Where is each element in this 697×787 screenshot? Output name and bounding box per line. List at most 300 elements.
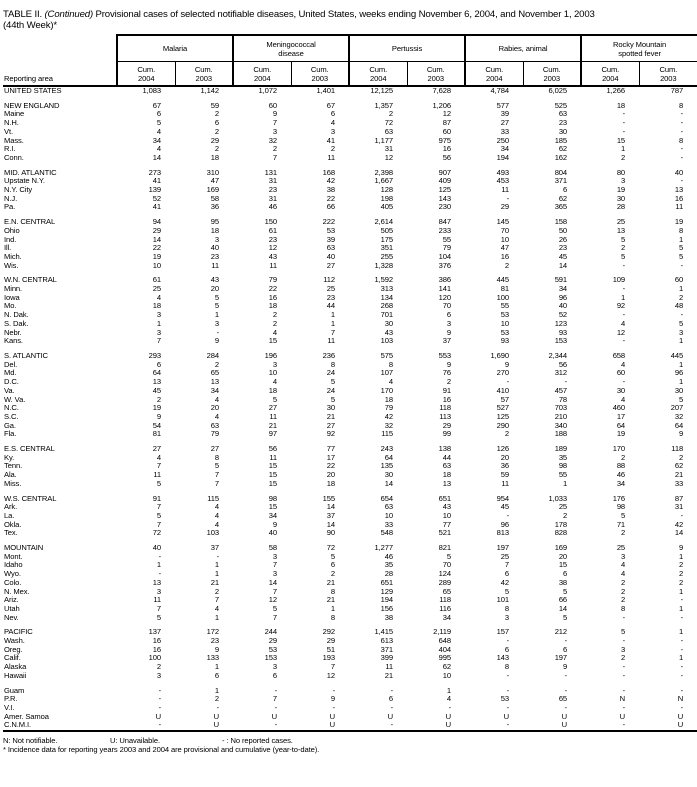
table-row xyxy=(3,570,697,579)
value-cell: 77 xyxy=(442,520,452,529)
value-cell: 29 xyxy=(326,637,336,646)
value-cell: 63 xyxy=(210,421,220,430)
value-cell: 118 xyxy=(671,444,684,454)
value-cell: - xyxy=(680,671,684,680)
value-cell: 4 xyxy=(620,570,626,579)
value-cell: N xyxy=(619,695,626,704)
value-cell: 1,328 xyxy=(374,261,394,270)
table-row xyxy=(3,422,697,431)
group-rabies-animal: Rabies, animal xyxy=(465,35,581,62)
value-cell: 113 xyxy=(439,412,452,421)
value-cell: - xyxy=(506,721,510,730)
value-cell: 1 xyxy=(446,685,452,695)
value-cell: - xyxy=(622,663,626,672)
value-cell: 25 xyxy=(152,285,161,294)
value-cell: 1 xyxy=(678,587,684,596)
value-cell: 5 xyxy=(330,378,336,387)
value-cell: 410 xyxy=(496,386,510,395)
reporting-area-cell: Vt. xyxy=(4,127,13,136)
value-cell: 53 xyxy=(326,226,336,235)
value-cell: 8 xyxy=(388,360,394,369)
value-cell: 43 xyxy=(442,503,452,512)
value-cell: 1 xyxy=(330,604,336,613)
value-cell: 30 xyxy=(616,194,626,203)
value-cell: 42 xyxy=(674,520,684,529)
value-cell: 18 xyxy=(152,302,161,311)
value-cell: 126 xyxy=(496,444,510,454)
value-cell: 292 xyxy=(322,627,336,637)
value-cell: 158 xyxy=(554,217,568,227)
value-cell: 17 xyxy=(326,453,336,462)
reporting-area-cell: Ark. xyxy=(4,503,18,512)
value-cell: 10 xyxy=(384,511,394,520)
value-cell: 34 xyxy=(442,613,452,622)
reporting-area-cell: Nebr. xyxy=(4,328,22,337)
value-cell: 98 xyxy=(558,462,568,471)
value-cell: 66 xyxy=(558,596,568,605)
value-cell: 55 xyxy=(558,471,568,480)
reporting-area-cell: S.C. xyxy=(4,412,19,421)
value-cell: 4 xyxy=(330,119,336,128)
value-cell: 77 xyxy=(326,444,336,454)
value-cell: - xyxy=(680,596,684,605)
col-pertussis-cum-2003: Cum. 2003 xyxy=(407,62,465,87)
value-cell: 61 xyxy=(268,226,278,235)
value-cell: 1,072 xyxy=(258,86,278,95)
value-cell: 35 xyxy=(558,453,568,462)
value-cell: 4,784 xyxy=(490,86,510,95)
value-cell: 371 xyxy=(554,177,568,186)
value-cell: 651 xyxy=(380,578,394,587)
value-cell: U xyxy=(445,712,452,721)
value-cell: U xyxy=(329,712,336,721)
value-cell: 1 xyxy=(214,685,220,695)
table-row xyxy=(3,663,697,672)
value-cell: 409 xyxy=(438,177,452,186)
value-cell: 2 xyxy=(214,127,220,136)
value-cell: 64 xyxy=(384,453,394,462)
value-cell: 7,628 xyxy=(432,86,452,95)
value-cell: 1,266 xyxy=(606,86,626,95)
value-cell: - xyxy=(216,328,220,337)
value-cell: - xyxy=(622,613,626,622)
value-cell: 43 xyxy=(384,328,394,337)
value-cell: 212 xyxy=(554,627,568,637)
value-cell: 70 xyxy=(442,302,452,311)
value-cell: 289 xyxy=(438,578,452,587)
value-cell: 2 xyxy=(620,654,626,663)
table-row xyxy=(3,96,697,111)
table-row xyxy=(3,236,697,245)
value-cell: - xyxy=(680,663,684,672)
value-cell: 2 xyxy=(330,570,336,579)
value-cell: - xyxy=(680,311,684,320)
value-cell: U xyxy=(677,721,684,730)
col-meningococcal-cum-2004: Cum. 2004 xyxy=(233,62,291,87)
reporting-area-cell: N.H. xyxy=(4,119,19,128)
table-row xyxy=(3,302,697,311)
value-cell: 47 xyxy=(210,177,220,186)
group-pertussis: Pertussis xyxy=(349,35,465,62)
value-cell: 12 xyxy=(268,244,278,253)
value-cell: 270 xyxy=(496,369,510,378)
value-cell: 153 xyxy=(264,654,278,663)
value-cell: 18 xyxy=(210,153,220,162)
reporting-area-cell: Tenn. xyxy=(4,462,23,471)
value-cell: 821 xyxy=(438,543,452,553)
value-cell: 11 xyxy=(269,412,278,421)
value-cell: 371 xyxy=(380,645,394,654)
value-cell: 5 xyxy=(562,587,568,596)
value-cell: 22 xyxy=(152,244,161,253)
value-cell: 143 xyxy=(496,654,510,663)
value-cell: 3 xyxy=(678,328,684,337)
value-cell: 5 xyxy=(678,252,684,261)
value-cell: 31 xyxy=(674,503,684,512)
value-cell: 2 xyxy=(562,511,568,520)
value-cell: 44 xyxy=(442,453,452,462)
value-cell: 2 xyxy=(214,110,220,119)
table-row xyxy=(3,605,697,614)
reporting-area-cell: MOUNTAIN xyxy=(4,543,44,553)
value-cell: - xyxy=(390,685,394,695)
value-cell: 14 xyxy=(152,235,161,244)
value-cell: 53 xyxy=(268,645,278,654)
reporting-area-cell: Mo. xyxy=(4,302,17,311)
table-row xyxy=(3,329,697,338)
table-row xyxy=(3,413,697,422)
table-row xyxy=(3,186,697,195)
value-cell: 4 xyxy=(620,319,626,328)
value-cell: 1 xyxy=(156,319,161,328)
value-cell: 244 xyxy=(264,627,278,637)
value-cell: 10 xyxy=(442,671,452,680)
value-cell: 50 xyxy=(558,226,568,235)
value-cell: 6 xyxy=(446,311,452,320)
value-cell: 2 xyxy=(620,453,626,462)
value-cell: 7 xyxy=(272,695,278,704)
value-cell: 445 xyxy=(670,350,684,360)
value-cell: - xyxy=(506,704,510,712)
reporting-area-cell: Maine xyxy=(4,110,25,119)
value-cell: 12 xyxy=(384,153,394,162)
value-cell: - xyxy=(506,637,510,646)
value-cell: 37 xyxy=(326,511,336,520)
value-cell: 7 xyxy=(156,520,161,529)
value-cell: 24 xyxy=(326,369,336,378)
col-rmsf-cum-2003: Cum. 2003 xyxy=(639,62,697,87)
value-cell: 63 xyxy=(384,127,394,136)
value-cell: 8 xyxy=(678,136,684,145)
value-cell: 18 xyxy=(268,302,278,311)
value-cell: 8 xyxy=(678,226,684,235)
value-cell: 23 xyxy=(558,119,568,128)
value-cell: 43 xyxy=(268,252,278,261)
value-cell: 2 xyxy=(620,244,626,253)
table-row xyxy=(3,588,697,597)
value-cell: 5 xyxy=(214,302,220,311)
table-row xyxy=(3,119,697,128)
value-cell: - xyxy=(680,685,684,695)
table-row xyxy=(3,654,697,663)
reporting-area-cell: N.C. xyxy=(4,404,19,413)
value-cell: 3 xyxy=(620,645,626,654)
value-cell: 20 xyxy=(326,471,336,480)
value-cell: 9 xyxy=(214,645,220,654)
value-cell: - xyxy=(390,721,394,730)
value-cell: 34 xyxy=(616,479,626,488)
value-cell: 4 xyxy=(214,395,220,404)
value-cell: 42 xyxy=(384,412,394,421)
value-cell: 4 xyxy=(156,293,161,302)
value-cell: 222 xyxy=(322,217,336,227)
value-cell: 22 xyxy=(326,462,336,471)
value-cell: 658 xyxy=(612,350,626,360)
value-cell: 8 xyxy=(678,100,684,110)
value-cell: 23 xyxy=(268,186,278,195)
table-row xyxy=(3,378,697,387)
table-row xyxy=(3,346,697,361)
value-cell: - xyxy=(622,704,626,712)
value-cell: 30 xyxy=(326,404,336,413)
value-cell: 907 xyxy=(438,167,452,177)
value-cell: 1,206 xyxy=(432,100,452,110)
value-cell: 575 xyxy=(380,350,394,360)
table-row xyxy=(3,512,697,521)
reporting-area-cell: S. Dak. xyxy=(4,319,29,328)
value-cell: 207 xyxy=(670,404,684,413)
table-row xyxy=(3,622,697,637)
value-cell: 5 xyxy=(678,395,684,404)
value-cell: 56 xyxy=(442,153,452,162)
value-cell: N xyxy=(677,695,684,704)
value-cell: 53 xyxy=(500,311,510,320)
value-cell: 96 xyxy=(558,293,568,302)
value-cell: - xyxy=(622,285,626,294)
table-row xyxy=(3,320,697,329)
value-cell: 5 xyxy=(214,462,220,471)
table-row xyxy=(3,721,697,731)
reporting-area-cell: Ga. xyxy=(4,421,16,430)
value-cell: 3 xyxy=(272,127,278,136)
value-cell: 98 xyxy=(268,493,278,503)
value-cell: 42 xyxy=(500,578,510,587)
value-cell: 340 xyxy=(554,421,568,430)
value-cell: 156 xyxy=(380,604,394,613)
value-cell: 4 xyxy=(620,360,626,369)
value-cell: 2 xyxy=(620,587,626,596)
value-cell: 20 xyxy=(500,453,510,462)
value-cell: 79 xyxy=(210,430,220,439)
value-cell: 1 xyxy=(214,613,220,622)
value-cell: 525 xyxy=(554,100,568,110)
value-cell: 70 xyxy=(500,226,510,235)
value-cell: - xyxy=(332,704,336,712)
value-cell: 4 xyxy=(620,395,626,404)
reporting-area-header: Reporting area xyxy=(3,62,117,87)
value-cell: 91 xyxy=(152,493,161,503)
value-cell: 16 xyxy=(500,252,510,261)
value-cell: 15 xyxy=(616,136,626,145)
value-cell: 7 xyxy=(272,587,278,596)
value-cell: 62 xyxy=(674,462,684,471)
reporting-area-cell: S. ATLANTIC xyxy=(4,350,48,360)
value-cell: 1 xyxy=(678,627,684,637)
value-cell: 8 xyxy=(330,360,336,369)
value-cell: 19 xyxy=(616,186,626,195)
table-row xyxy=(3,369,697,378)
value-cell: 67 xyxy=(152,100,161,110)
table-row xyxy=(3,614,697,623)
value-cell: - xyxy=(274,721,278,730)
col-pertussis-cum-2004: Cum. 2004 xyxy=(349,62,407,87)
value-cell: 64 xyxy=(674,421,684,430)
value-cell: 9 xyxy=(214,337,220,346)
value-cell: 62 xyxy=(442,663,452,672)
value-cell: 96 xyxy=(500,520,510,529)
reporting-area-cell: Minn. xyxy=(4,285,23,294)
value-cell: 651 xyxy=(438,493,452,503)
value-cell: 2 xyxy=(678,293,684,302)
reporting-area-cell: Utah xyxy=(4,604,20,613)
value-cell: - xyxy=(622,311,626,320)
value-cell: 35 xyxy=(384,561,394,570)
value-cell: 145 xyxy=(496,217,510,227)
value-cell: 196 xyxy=(264,350,278,360)
value-cell: 28 xyxy=(616,203,626,212)
value-cell: 2 xyxy=(272,145,278,154)
value-cell: 243 xyxy=(380,444,394,454)
value-cell: 197 xyxy=(496,543,510,553)
value-cell: 4 xyxy=(156,145,161,154)
value-cell: U xyxy=(619,712,626,721)
value-cell: 9 xyxy=(446,360,452,369)
value-cell: 3 xyxy=(214,319,220,328)
value-cell: 55 xyxy=(500,302,510,311)
value-cell: 19 xyxy=(152,252,161,261)
table-row xyxy=(3,529,697,538)
value-cell: 31 xyxy=(268,194,278,203)
value-cell: 2 xyxy=(272,319,278,328)
value-cell: 92 xyxy=(616,302,626,311)
value-cell: 14 xyxy=(326,503,336,512)
value-cell: 37 xyxy=(442,337,452,346)
value-cell: 1,401 xyxy=(316,86,336,95)
value-cell: - xyxy=(506,194,510,203)
value-cell: 72 xyxy=(152,529,161,538)
value-cell: 42 xyxy=(326,177,336,186)
value-cell: 58 xyxy=(268,543,278,553)
table-row xyxy=(3,704,697,713)
value-cell: 97 xyxy=(268,430,278,439)
value-cell: 34 xyxy=(500,145,510,154)
value-cell: - xyxy=(680,110,684,119)
reporting-area-cell: Wis. xyxy=(4,261,19,270)
value-cell: 1,083 xyxy=(142,86,161,95)
value-cell: 4 xyxy=(272,328,278,337)
value-cell: 25 xyxy=(616,217,626,227)
value-cell: 701 xyxy=(380,311,394,320)
value-cell: 59 xyxy=(210,100,220,110)
value-cell: 79 xyxy=(442,244,452,253)
value-cell: 527 xyxy=(496,404,510,413)
value-cell: 7 xyxy=(156,337,161,346)
value-cell: 66 xyxy=(326,203,336,212)
reporting-area-cell: W.S. CENTRAL xyxy=(4,493,57,503)
value-cell: 290 xyxy=(496,421,510,430)
value-cell: 63 xyxy=(558,110,568,119)
value-cell: 40 xyxy=(558,302,568,311)
value-cell: 34 xyxy=(210,386,220,395)
value-cell: - xyxy=(564,671,568,680)
value-cell: 13 xyxy=(210,378,220,387)
value-cell: 46 xyxy=(384,552,394,561)
value-cell: 16 xyxy=(268,293,278,302)
value-cell: 8 xyxy=(504,604,510,613)
value-cell: 29 xyxy=(152,226,161,235)
reporting-area-cell: MID. ATLANTIC xyxy=(4,167,57,177)
value-cell: 19 xyxy=(674,217,684,227)
value-cell: 30 xyxy=(558,127,568,136)
value-cell: 9 xyxy=(330,695,336,704)
table-body xyxy=(3,86,697,731)
value-cell: 33 xyxy=(384,520,394,529)
footnote-incidence-note: * Incidence data for reporting years 2003 and 2004 are provisional and cumulative (year-to-date). xyxy=(3,745,320,755)
value-cell: - xyxy=(158,685,161,695)
value-cell: 14 xyxy=(558,604,568,613)
value-cell: - xyxy=(622,671,626,680)
value-cell: 21 xyxy=(326,578,336,587)
value-cell: 78 xyxy=(558,395,568,404)
value-cell: 5 xyxy=(156,511,161,520)
value-cell: 505 xyxy=(380,226,394,235)
reporting-area-cell: Okla. xyxy=(4,520,22,529)
value-cell: 1 xyxy=(620,145,626,154)
value-cell: 133 xyxy=(206,654,220,663)
value-cell: - xyxy=(564,704,568,712)
value-cell: 36 xyxy=(500,462,510,471)
value-cell: - xyxy=(680,119,684,128)
col-meningococcal-cum-2003: Cum. 2003 xyxy=(291,62,349,87)
value-cell: 39 xyxy=(326,235,336,244)
value-cell: 8 xyxy=(620,604,626,613)
value-cell: 11 xyxy=(153,596,161,605)
value-cell: 88 xyxy=(616,462,626,471)
value-cell: 30 xyxy=(616,386,626,395)
value-cell: 5 xyxy=(678,319,684,328)
value-cell: 15 xyxy=(558,561,568,570)
value-cell: 11 xyxy=(269,453,278,462)
value-cell: U xyxy=(561,721,568,730)
value-cell: 155 xyxy=(322,493,336,503)
reporting-area-cell: Idaho xyxy=(4,561,23,570)
value-cell: 17 xyxy=(616,412,626,421)
value-cell: 4 xyxy=(156,127,161,136)
value-cell: 21 xyxy=(268,421,278,430)
value-cell: 255 xyxy=(380,252,394,261)
reporting-area-cell: Miss. xyxy=(4,479,22,488)
value-cell: 11 xyxy=(501,479,510,488)
value-cell: 1 xyxy=(678,235,684,244)
value-cell: 6,025 xyxy=(548,86,568,95)
value-cell: 16 xyxy=(152,645,161,654)
value-cell: - xyxy=(448,704,452,712)
value-cell: 41 xyxy=(152,177,161,186)
value-cell: 100 xyxy=(148,654,161,663)
value-cell: 7 xyxy=(272,613,278,622)
value-cell: 38 xyxy=(326,186,336,195)
value-cell: 170 xyxy=(380,386,394,395)
